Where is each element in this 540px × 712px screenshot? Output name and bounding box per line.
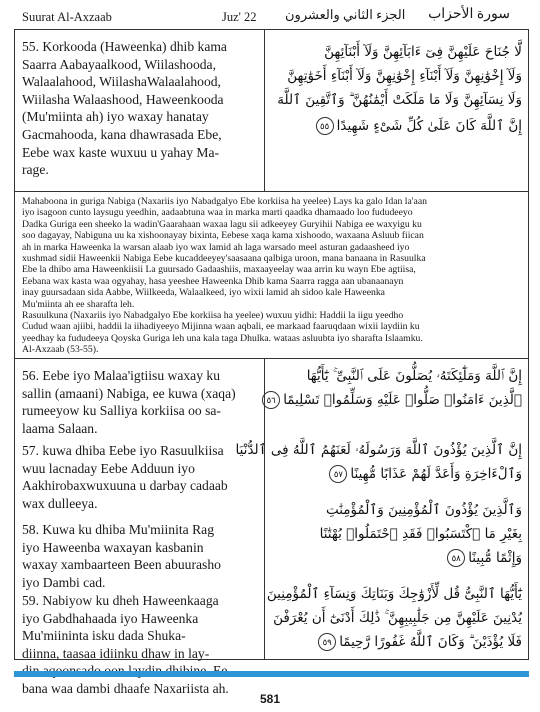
text-line: Rasuulkuna (Naxariis iyo Nabadgalyo Ebe korkiisa ha yeelee) wuxuu yidhi: Haddii la iigu yeedho [22, 310, 404, 322]
arabic-line [270, 462, 522, 486]
arabic-text: إِنَّ ٱللَّهَ كَانَ عَلَىٰ كُلِّ شَىْءٍ شَهِيدًا [336, 118, 522, 134]
text-line: Mahaboona in guriga Nabiga (Naxariis iyo Nabadgalyo Ebe korkiisa ha yeelee) Lays ka galo Idan la'aan [22, 196, 427, 207]
arabic-line: يُدْنِينَ عَلَيْهِنَّ مِن جَلَٰبِيبِهِنَّ ۚ ذَٰلِكَ أَدْنَىٰٓ أَن يُعْرَفْنَ [273, 610, 522, 626]
text-line: Aakhirobaxwuxuuna u darbay cadaab [22, 478, 228, 494]
juz-label: Juz' 22 [222, 10, 257, 24]
section-separator [14, 358, 529, 359]
arabic-line [270, 546, 522, 570]
verse-59-arabic [266, 582, 522, 654]
page-header [0, 6, 540, 28]
text-line: laama Salaan. [22, 420, 98, 436]
text-line: Eebana wax kasta waa ogyahay, hasa yeeshee Haweenka Dhib kama Saarra ragga aan ubanaanayn [22, 275, 404, 287]
verse-56-arabic [266, 364, 522, 412]
verse-57-somali [22, 442, 258, 512]
verse-number-marker: ٥٦ [262, 391, 280, 409]
text-line: diinna, taasaa idiinku dhaw in lay- [22, 645, 210, 661]
verse-55-arabic [270, 40, 522, 140]
text-line: 56. Eebe iyo Malaa'igtiisu waxay ku [22, 368, 220, 383]
text-line: soo dagayay, Nabiguna uu ka xishoonayay bixinta, Eebese xaqa kama xishoodo, waxaana Asluub fiican [22, 230, 424, 242]
verse-number-marker: ٥٨ [447, 549, 465, 567]
arabic-line [270, 112, 522, 140]
column-divider [264, 29, 265, 191]
arabic-text: وَٱلْءَاخِرَةِ وَأَعَدَّ لَهُمْ عَذَابًا مُّهِينًا [350, 466, 522, 482]
verse-57-arabic [235, 438, 522, 486]
page-number: 581 [259, 692, 281, 706]
text-line: Walaalahood, WiilashaWalaalahood, [22, 74, 221, 90]
text-line: inay guursadaan sida Aabbe, Wiilkeeda, Walaalkeed, iyo wixii lamid ah sidoo kale Haweenka [22, 287, 385, 299]
text-line: ah in marka Haweenka la warsan alaab iyo wax lamid ah laga warsado meel asturan gadaasheed iyo [22, 241, 410, 253]
text-line: bana waa dambi dhaafe Naxariista ah. [22, 680, 229, 696]
verse-55-somali [22, 38, 258, 179]
text-line: Eebe wax kaste wuxuu u yahay Ma- [22, 144, 220, 160]
text-line: Saarra Aabayaalkood, Wiilashooda, [22, 56, 216, 72]
verse-56-somali [22, 367, 258, 437]
text-line: Al-Axzaab (53-55). [22, 344, 99, 356]
text-line: xushmad sidii Haweenkii Nabiga Eebe kucaddeeyey'saasaana qalbiga uroon, mana banaana in Rasuulka [22, 253, 426, 265]
text-line: yeedhay ka fududeeya Qoyska Guriga leh una kala taga Dhulka. wataas asluubta iyo sharafta Islaamku. [22, 332, 423, 344]
arabic-line: وَلَآ إِخْوَٰنِهِنَّ وَلَآ أَبْنَآءِ إِخْوَٰنِهِنَّ وَلَآ أَبْنَآءِ أَخَوَٰتِهِنَّ [287, 68, 522, 84]
text-line: 58. Kuwa ku dhiba Mu'miinita Rag [22, 522, 214, 537]
text-line: rumeeyow ku Salliya korkiisa oo sa- [22, 403, 221, 419]
arabic-line: بِغَيْرِ مَا ٱكْتَسَبُوا۟ فَقَدِ ٱحْتَمَلُوا۟ بُهْتَٰنًا [319, 526, 522, 542]
commentary-block [22, 196, 522, 356]
arabic-line: وَٱلَّذِينَ يُؤْذُونَ ٱلْمُؤْمِنِينَ وَٱلْمُؤْمِنَٰتِ [325, 502, 522, 518]
text-line: (Mu'miinta ah) iyo waxay hanatay [22, 109, 209, 125]
text-line: Mu'miinta ah ee sharafta leh. [22, 298, 135, 310]
arabic-line: إِنَّ ٱللَّهَ وَمَلَٰٓئِكَتَهُۥ يُصَلُّونَ عَلَى ٱلنَّبِىِّ ۚ يَٰٓأَيُّهَا [306, 368, 522, 384]
text-line: wuu lacnaday Eebe Adduun iyo [22, 460, 195, 476]
text-line: wax dulleeya. [22, 495, 98, 511]
section-separator [14, 191, 529, 192]
surah-name-latin: Suurat Al-Axzaab [22, 10, 112, 24]
arabic-line: إِنَّ ٱلَّذِينَ يُؤْذُونَ ٱللَّهَ وَرَسُولَهُۥ لَعَنَهُمُ ٱللَّهُ فِى ٱلدُّنْيَا [235, 442, 522, 458]
verse-number-marker: ٥٥ [316, 117, 334, 135]
verse-58-arabic [270, 498, 522, 570]
verse-58-somali [22, 521, 258, 591]
text-line: 59. Nabiyow ku dheh Haweenkaaga [22, 593, 219, 608]
text-line: iyo Gabdhahaada iyo Haweenka [22, 610, 199, 626]
text-line: Gacmahooda, kana dhawrasada Ebe, [22, 126, 222, 142]
text-line: Cudud waan ajiibi, haddii la iihadiyeeyo Mijinna waan aqbali, ee markaad faaruqdaan wixii laydiin ku [22, 321, 420, 333]
arabic-line [266, 388, 522, 412]
arabic-text: فَلَا يُؤْذَيْنَ ۗ وَكَانَ ٱللَّهُ غَفُورًا رَّحِيمًا [339, 634, 522, 650]
arabic-line: لَّا جُنَاحَ عَلَيْهِنَّ فِىٓ ءَابَآئِهِنَّ وَلَآ أَبْنَآئِهِنَّ [324, 44, 522, 60]
arabic-line [270, 630, 522, 654]
surah-name-arabic: سورة الأحزاب [428, 7, 510, 22]
text-line: waxay xambaarteen Been abuurasho [22, 557, 221, 573]
text-line: iyo Haweenba waxayan kasbanin [22, 539, 204, 555]
footer-band [14, 671, 529, 677]
text-line: 55. Korkooda (Haweenka) dhib kama [22, 39, 227, 54]
text-line: Wiilasha Walaashood, Haweenkooda [22, 91, 224, 107]
text-line: Ebe la dhibo ama Haweenkiisii La guursado Gadaashiis, maxaayeelay waa arrin ku wayn Ebe agtiisa, [22, 264, 416, 276]
text-line: iyo isagoon cunto laysugu yeedhin, aadaabtuna waa in marka marti qaadka dhamaado loo fududeeyo [22, 207, 413, 219]
juz-arabic: الجزء الثاني والعشرون [285, 7, 406, 22]
text-line: Mu'miininta isku dada Shuka- [22, 628, 186, 644]
arabic-text: ٱلَّذِينَ ءَامَنُوا۟ صَلُّوا۟ عَلَيْهِ وَسَلِّمُوا۟ تَسْلِيمًا [283, 392, 522, 408]
arabic-line: يَٰٓأَيُّهَا ٱلنَّبِىُّ قُل لِّأَزْوَٰجِكَ وَبَنَاتِكَ وَنِسَآءِ ٱلْمُؤْمِنِينَ [266, 586, 522, 602]
text-line: iyo Dambi cad. [22, 574, 106, 590]
verse-number-marker: ٥٩ [318, 633, 336, 651]
verse-59-somali [22, 592, 258, 698]
text-line: Dadka Guriga een sheeko la wadin'Gaarahaan waxaa lagu sii adkeeyey Guryihii Nabiga ee waxyigu ku [22, 218, 422, 230]
arabic-text: وَإِثْمًا مُّبِينًا [468, 550, 522, 566]
arabic-line: وَلَا نِسَآئِهِنَّ وَلَا مَا مَلَكَتْ أَيْمَٰنُهُنَّ ۗ وَٱتَّقِينَ ٱللَّهَ [277, 92, 522, 108]
text-line: sallin (amaani) Nabiga, ee kuwa (xaqa) [22, 385, 236, 401]
text-line: 57. kuwa dhiba Eebe iyo Rasuulkiisa [22, 443, 224, 458]
text-line: rage. [22, 162, 49, 178]
verse-number-marker: ٥٧ [329, 465, 347, 483]
